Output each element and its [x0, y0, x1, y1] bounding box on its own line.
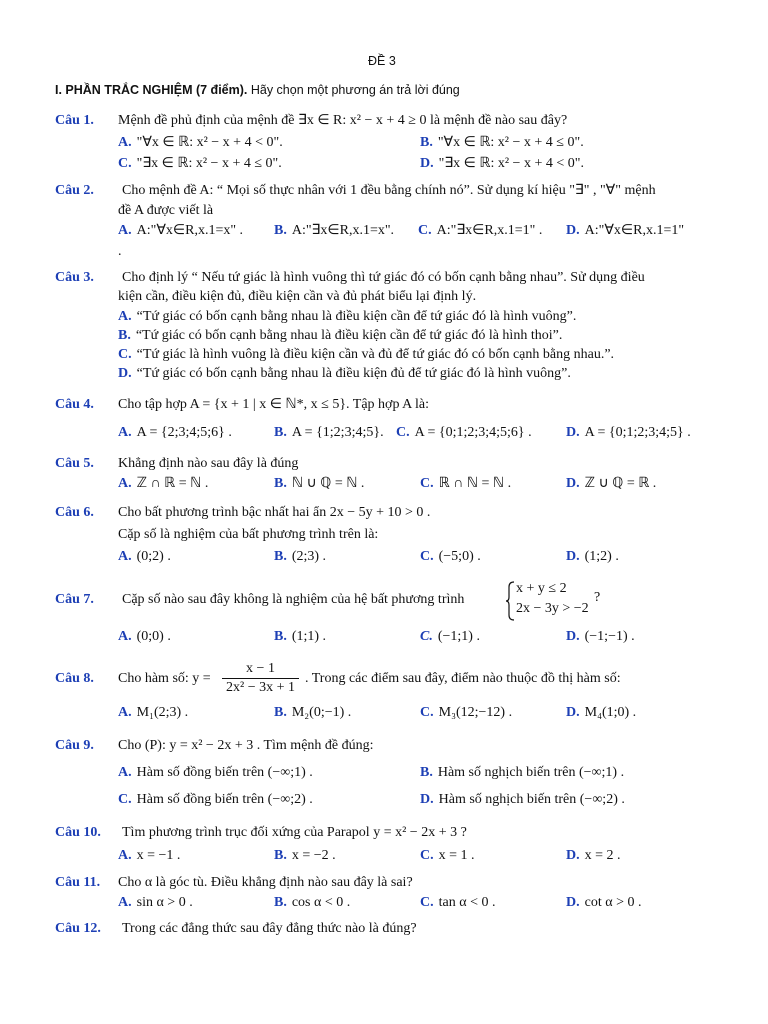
- option-text: A:"∃x∈R,x.1=1" .: [436, 223, 543, 238]
- option-text: x = 2 .: [584, 848, 621, 863]
- option-letter: C.: [420, 629, 433, 644]
- option-c: [396, 424, 532, 442]
- option-text: (0;2) .: [136, 549, 171, 564]
- question-label: Câu 4.: [55, 397, 94, 412]
- option-b: [274, 475, 364, 493]
- option-letter: B.: [274, 705, 287, 720]
- question-text: Trong các đẳng thức sau đây đẳng thức nào là đúng?: [122, 921, 417, 936]
- option-letter: C.: [118, 347, 132, 362]
- option-text: Hàm số đồng biến trên (−∞;1) .: [136, 765, 313, 780]
- option-letter: D.: [420, 792, 434, 807]
- option-b: [274, 704, 351, 722]
- option-text: (2;3) .: [291, 549, 327, 564]
- option-a: [118, 222, 243, 240]
- option-b: [420, 764, 624, 782]
- option-c: [418, 222, 542, 240]
- option-text: A = {0;1;2;3;4;5;6} .: [414, 425, 532, 440]
- option-c: [420, 847, 475, 865]
- option-text: M₂(0;−1) .: [291, 705, 352, 720]
- option-letter: B.: [274, 223, 287, 238]
- option-letter: B.: [274, 476, 287, 491]
- option-c: [420, 475, 511, 493]
- option-a: [118, 548, 171, 566]
- option-d: [566, 894, 641, 912]
- option-text: tan α < 0 .: [438, 895, 496, 910]
- option-letter: B.: [420, 765, 433, 780]
- option-text: cot α > 0 .: [584, 895, 642, 910]
- option-text: M₁(2;3) .: [136, 705, 189, 720]
- question-text: Cặp số nào sau đây không là nghiệm của hệ bất phương trình: [122, 592, 465, 607]
- option-c: [118, 346, 614, 364]
- option-letter: B.: [118, 328, 131, 343]
- option-text: (−1;−1) .: [584, 629, 635, 644]
- option-c: [420, 704, 512, 722]
- option-text: (−1;1) .: [437, 629, 480, 644]
- question-label: Câu 3.: [55, 270, 94, 285]
- option-text: x = 1 .: [438, 848, 475, 863]
- question-text: Cho mệnh đề A: “ Mọi số thực nhân với 1 đều bằng chính nó”. Sử dụng kí hiệu "∃" , "∀" mệnh: [122, 183, 656, 198]
- question-text: Tìm phương trình trục đối xứng của Parapol y = x² − 2x + 3 ?: [122, 825, 467, 840]
- option-letter: D.: [566, 223, 580, 238]
- option-letter: D.: [566, 705, 580, 720]
- option-letter: A.: [118, 425, 132, 440]
- option-text: “Tứ giác có bốn cạnh bằng nhau là điều kiện đủ để tứ giác đó là hình vuông”.: [136, 366, 571, 381]
- option-letter: D.: [566, 549, 580, 564]
- option-text: ℤ ∩ ℝ = ℕ .: [136, 476, 209, 491]
- option-letter: A.: [118, 309, 132, 324]
- question-text: Khẳng định nào sau đây là đúng: [118, 456, 299, 471]
- option-text: "∀x ∈ ℝ: x² − x + 4 < 0".: [136, 135, 283, 150]
- option-text: M₄(1;0) .: [584, 705, 637, 720]
- option-d: [566, 475, 656, 493]
- option-text: sin α > 0 .: [136, 895, 193, 910]
- option-letter: A.: [118, 476, 132, 491]
- option-d: [420, 155, 584, 173]
- option-text: “Tứ giác có bốn cạnh bằng nhau là điều kiện cần để tứ giác đó là hình vuông”.: [136, 309, 577, 324]
- option-a: [118, 134, 283, 152]
- option-b: [274, 628, 326, 646]
- fraction-numerator: x − 1: [246, 661, 275, 676]
- option-d: [566, 704, 636, 722]
- option-text: A:"∃x∈R,x.1=x".: [291, 223, 395, 238]
- question-text: . Trong các điểm sau đây, điểm nào thuộc đồ thị hàm số:: [305, 671, 621, 686]
- option-letter: A.: [118, 705, 132, 720]
- fraction: [222, 660, 299, 697]
- option-text: Hàm số nghịch biến trên (−∞;2) .: [438, 792, 625, 807]
- option-d: [566, 548, 619, 566]
- option-text: x = −2 .: [291, 848, 336, 863]
- option-text: A = {1;2;3;4;5}.: [291, 425, 384, 440]
- question-label: Câu 9.: [55, 738, 94, 753]
- option-a: [118, 424, 232, 442]
- question-text: Mệnh đề phủ định của mệnh đề ∃x ∈ R: x² − x + 4 ≥ 0 là mệnh đề nào sau đây?: [118, 113, 568, 128]
- option-letter: D.: [118, 366, 132, 381]
- question-label: Câu 8.: [55, 671, 94, 686]
- question-text: Cho α là góc tù. Điều khẳng định nào sau đây là sai?: [118, 875, 413, 890]
- option-a: [118, 704, 188, 722]
- question-label: Câu 6.: [55, 505, 94, 520]
- question-text: kiện cần, điều kiện đủ, điều kiện cần và đủ phát biểu lại định lý.: [118, 289, 477, 304]
- section-heading: [55, 81, 460, 99]
- option-b: [118, 327, 562, 345]
- option-letter: D.: [566, 425, 580, 440]
- option-d: [118, 365, 571, 383]
- option-text: (0;0) .: [136, 629, 171, 644]
- option-letter: D.: [566, 476, 580, 491]
- option-letter: C.: [118, 792, 132, 807]
- option-letter: C.: [420, 549, 434, 564]
- option-b: [274, 424, 384, 442]
- option-letter: B.: [274, 848, 287, 863]
- question-label: Câu 11.: [55, 875, 101, 890]
- section-heading-instruction: Hãy chọn một phương án trả lời đúng: [247, 83, 460, 97]
- option-b: [274, 222, 394, 240]
- option-text: ℕ ∪ ℚ = ℕ .: [291, 476, 365, 491]
- option-text: Hàm số đồng biến trên (−∞;2) .: [136, 792, 313, 807]
- option-letter: D.: [566, 848, 580, 863]
- option-letter: A.: [118, 629, 132, 644]
- question-text: Cho bất phương trình bậc nhất hai ẩn 2x − 5y + 10 > 0 .: [118, 505, 431, 520]
- question-mark: ?: [594, 590, 601, 605]
- option-d: [566, 847, 621, 865]
- option-letter: D.: [566, 629, 580, 644]
- option-c: [420, 628, 480, 646]
- option-letter: B.: [274, 895, 287, 910]
- option-text: A:"∀x∈R,x.1=x" .: [136, 223, 244, 238]
- option-c: [420, 548, 481, 566]
- question-text: Cặp số là nghiệm của bất phương trình trên là:: [118, 527, 379, 542]
- option-letter: B.: [274, 549, 287, 564]
- section-heading-bold: I. PHẦN TRẮC NGHIỆM (7 điểm).: [55, 83, 248, 97]
- option-text: “Tứ giác có bốn cạnh bằng nhau là điều kiện cần để tứ giác đó là hình thoi”.: [135, 328, 563, 343]
- option-text: “Tứ giác là hình vuông là điều kiện cần và đủ để tứ giác đó có bốn cạnh bằng nhau.”.: [136, 347, 615, 362]
- option-letter: B.: [274, 425, 287, 440]
- option-letter: C.: [420, 895, 434, 910]
- option-text: M₃(12;−12) .: [438, 705, 513, 720]
- exam-title: ĐỀ 3: [368, 54, 396, 68]
- trailing-period: .: [118, 244, 122, 259]
- option-letter: A.: [118, 135, 132, 150]
- option-text: "∃x ∈ ℝ: x² − x + 4 < 0".: [438, 156, 584, 171]
- option-a: [118, 308, 576, 326]
- question-text: Cho (P): y = x² − 2x + 3 . Tìm mệnh đề đúng:: [118, 738, 374, 753]
- system-equation: x + y ≤ 2: [516, 581, 567, 596]
- option-letter: C.: [418, 223, 432, 238]
- option-d: [566, 628, 635, 646]
- option-letter: A.: [118, 895, 132, 910]
- option-a: [118, 475, 208, 493]
- option-c: [420, 894, 495, 912]
- option-letter: A.: [118, 765, 132, 780]
- option-b: [274, 548, 326, 566]
- option-b: [420, 134, 584, 152]
- option-text: A = {2;3;4;5;6} .: [136, 425, 232, 440]
- question-text: Cho hàm số: y =: [118, 671, 211, 686]
- option-d: [566, 222, 684, 240]
- question-label: Câu 1.: [55, 113, 94, 128]
- option-letter: C.: [420, 476, 434, 491]
- option-d: [420, 791, 625, 809]
- question-label: Câu 10.: [55, 825, 101, 840]
- option-b: [274, 894, 350, 912]
- option-letter: C.: [396, 425, 410, 440]
- option-text: x = −1 .: [136, 848, 181, 863]
- option-text: Hàm số nghịch biến trên (−∞;1) .: [437, 765, 625, 780]
- option-letter: C.: [118, 156, 132, 171]
- option-letter: D.: [566, 895, 580, 910]
- question-text: đề A được viết là: [118, 203, 214, 218]
- question-label: Câu 2.: [55, 183, 94, 198]
- option-text: "∀x ∈ ℝ: x² − x + 4 ≤ 0".: [437, 135, 584, 150]
- system-brace-icon: [505, 581, 515, 621]
- option-text: cos α < 0 .: [291, 895, 351, 910]
- option-c: [118, 155, 282, 173]
- option-letter: D.: [420, 156, 434, 171]
- option-text: ℤ ∪ ℚ = ℝ .: [584, 476, 657, 491]
- option-text: ℝ ∩ ℕ = ℕ .: [438, 476, 512, 491]
- question-text: Cho tập hợp A = {x + 1 | x ∈ ℕ*, x ≤ 5}. Tập hợp A là:: [118, 397, 430, 412]
- option-text: A:"∀x∈R,x.1=1": [584, 223, 685, 238]
- option-letter: A.: [118, 223, 132, 238]
- option-b: [274, 847, 336, 865]
- option-a: [118, 764, 313, 782]
- question-text: Cho định lý “ Nếu tứ giác là hình vuông thì tứ giác đó có bốn cạnh bằng nhau”. Sử dụng điều: [122, 270, 645, 285]
- option-a: [118, 894, 193, 912]
- option-d: [566, 424, 691, 442]
- option-text: A = {0;1;2;3;4;5} .: [584, 425, 691, 440]
- option-letter: C.: [420, 848, 434, 863]
- question-label: Câu 5.: [55, 456, 94, 471]
- option-text: (−5;0) .: [438, 549, 481, 564]
- option-letter: C.: [420, 705, 434, 720]
- option-a: [118, 847, 180, 865]
- option-text: "∃x ∈ ℝ: x² − x + 4 ≤ 0".: [136, 156, 282, 171]
- option-letter: A.: [118, 848, 132, 863]
- option-text: (1;2) .: [584, 549, 619, 564]
- option-letter: B.: [274, 629, 287, 644]
- question-label: Câu 12.: [55, 921, 101, 936]
- option-c: [118, 791, 313, 809]
- system-equation: 2x − 3y > −2: [516, 601, 589, 616]
- fraction-denominator: 2x² − 3x + 1: [226, 680, 295, 695]
- option-a: [118, 628, 171, 646]
- question-label: Câu 7.: [55, 592, 94, 607]
- option-letter: B.: [420, 135, 433, 150]
- option-letter: A.: [118, 549, 132, 564]
- option-text: (1;1) .: [291, 629, 327, 644]
